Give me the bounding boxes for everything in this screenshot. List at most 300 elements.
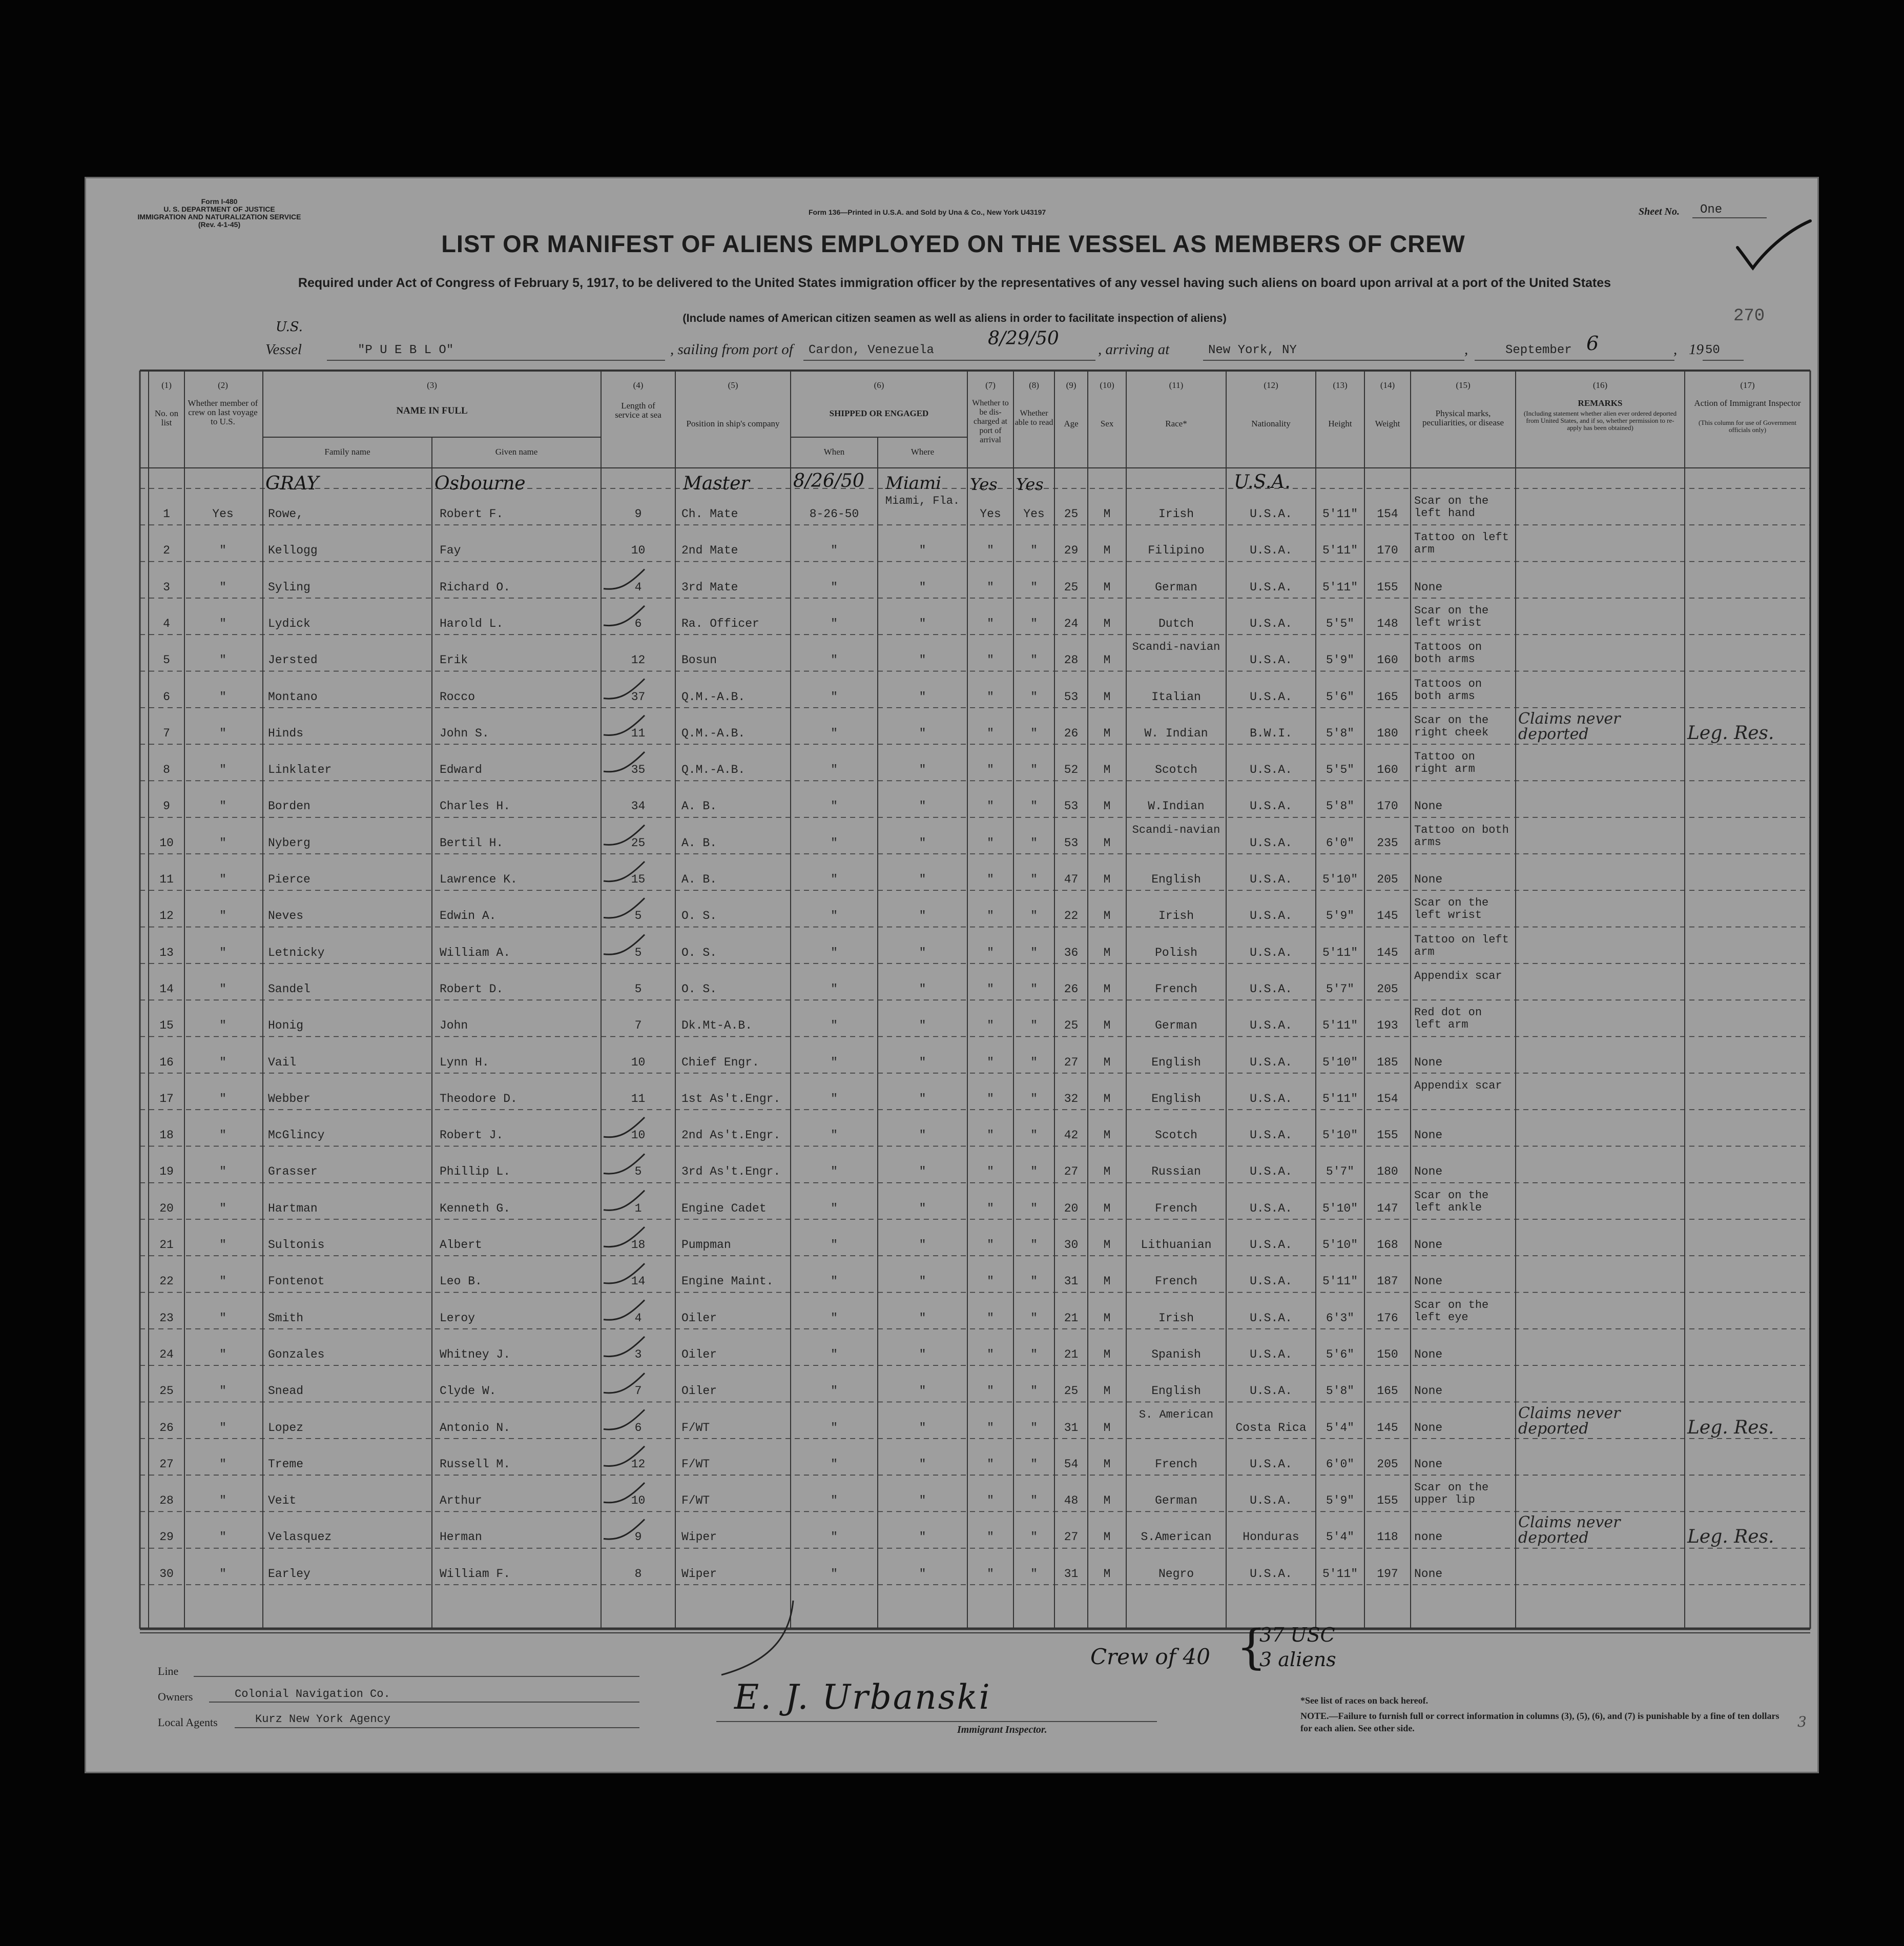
crew-position: A. B. (681, 836, 717, 850)
crew-weight: 160 (1377, 763, 1398, 777)
crew-dis: " (987, 1238, 994, 1252)
crew-position: Oiler (681, 1384, 717, 1398)
crew-position: Ra. Officer (681, 617, 759, 630)
crew-read: " (1030, 1494, 1038, 1508)
col7-num: (7) (985, 380, 996, 390)
crew-service: 25 (631, 836, 646, 850)
vessel-prefix: U.S. (276, 319, 303, 335)
crew-where: " (919, 1457, 926, 1471)
crew-position: A. B. (681, 873, 717, 886)
crew-given: Harold L. (440, 617, 504, 630)
crew-no: 15 (159, 1019, 174, 1033)
crew-where: " (919, 1055, 926, 1069)
crew-weight: 155 (1377, 1494, 1398, 1508)
master-when: 8/26/50 (793, 470, 864, 491)
crew-family: Montano (268, 690, 318, 704)
crew-nat: U.S.A. (1250, 763, 1292, 777)
crew-race: French (1155, 982, 1197, 996)
sheet-label: Sheet No. (1639, 206, 1680, 217)
crew-weight: 145 (1377, 1421, 1398, 1435)
crew-prev: Yes (212, 507, 234, 521)
crew-when: " (831, 800, 838, 813)
crew-race: French (1155, 1457, 1197, 1471)
col14-label: Weight (1375, 419, 1400, 428)
crew-dis: " (987, 1457, 994, 1471)
crew-age: 21 (1064, 1311, 1079, 1325)
crew-count-note: Crew of 40 (1090, 1644, 1210, 1669)
crew-position: F/WT (681, 1457, 710, 1471)
arrival-year-prefix: 19 (1689, 341, 1704, 358)
crew-height: 5'8" (1326, 1384, 1355, 1398)
col9-label: Age (1064, 419, 1079, 428)
crew-position: A. B. (681, 800, 717, 813)
crew-age: 54 (1064, 1457, 1079, 1471)
crew-sex: M (1103, 690, 1111, 704)
crew-height: 5'5" (1326, 617, 1355, 630)
crew-age: 22 (1064, 909, 1079, 923)
crew-no: 26 (159, 1421, 174, 1435)
crew-family: Honig (268, 1019, 304, 1033)
crew-dis: " (987, 1055, 994, 1069)
crew-race: Scandi-navian (1132, 823, 1220, 836)
crew-race: Scandi-navian (1132, 641, 1220, 654)
crew-position: Engine Maint. (681, 1275, 774, 1288)
crew-no: 1 (163, 507, 170, 521)
crew-nat: Costa Rica (1235, 1421, 1307, 1435)
crew-prev: " (219, 544, 226, 558)
crew-sex: M (1103, 544, 1111, 558)
crew-prev: " (219, 726, 226, 740)
arrival-year: 50 (1705, 343, 1720, 357)
crew-service: 12 (631, 653, 646, 667)
crew-marks: Tattoos on both arms (1414, 641, 1482, 666)
crew-where: " (919, 1129, 926, 1142)
crew-race: Lithuanian (1141, 1238, 1212, 1252)
crew-no: 11 (159, 873, 174, 886)
crew-where: " (919, 726, 926, 740)
crew-position: Wiper (681, 1530, 717, 1544)
crew-read: " (1030, 726, 1038, 740)
crew-family: Webber (268, 1092, 311, 1105)
crew-no: 2 (163, 544, 170, 558)
crew-marks: None (1414, 1457, 1443, 1471)
crew-nat: U.S.A. (1250, 982, 1292, 996)
crew-dis: " (987, 1201, 994, 1215)
arriving-label: , arriving at (1098, 341, 1170, 358)
crew-where: " (919, 1384, 926, 1398)
crew-height: 5'4" (1326, 1421, 1355, 1435)
crew-age: 42 (1064, 1129, 1079, 1142)
crew-read: " (1030, 1165, 1038, 1179)
crew-family: Earley (268, 1567, 311, 1581)
col3-num: (3) (427, 380, 437, 390)
crew-age: 31 (1064, 1421, 1079, 1435)
crew-height: 5'8" (1326, 800, 1355, 813)
page-mark: 3 (1797, 1713, 1807, 1730)
crew-height: 6'0" (1326, 1457, 1355, 1471)
crew-service: 6 (634, 617, 642, 630)
crew-position: O. S. (681, 982, 717, 996)
crew-race: Dutch (1158, 617, 1194, 630)
crew-when: " (831, 946, 838, 959)
crew-position: Pumpman (681, 1238, 731, 1252)
crew-age: 30 (1064, 1238, 1079, 1252)
crew-read: " (1030, 1567, 1038, 1581)
crew-no: 21 (159, 1238, 174, 1252)
crew-marks: Tattoo on both arms (1414, 823, 1509, 849)
crew-family: McGlincy (268, 1129, 325, 1142)
crew-service: 10 (631, 1055, 646, 1069)
crew-nat: U.S.A. (1250, 1129, 1292, 1142)
crew-height: 5'11" (1322, 544, 1358, 558)
crew-race: German (1155, 1019, 1197, 1033)
crew-race: W. Indian (1144, 726, 1208, 740)
crew-read: " (1030, 1384, 1038, 1398)
crew-no: 4 (163, 617, 170, 630)
crew-nat: U.S.A. (1250, 617, 1292, 630)
col1-label: No. on list (154, 408, 179, 427)
crew-dis: " (987, 1494, 994, 1508)
crew-prev: " (219, 909, 226, 923)
crew-dis: " (987, 1275, 994, 1288)
crew-dis: " (987, 1421, 994, 1435)
crew-no: 3 (163, 580, 170, 594)
crew-given: Edward (440, 763, 482, 777)
crew-given: William A. (440, 946, 511, 959)
col17-note: (This column for use of Government officials only) (1699, 419, 1796, 434)
crew-when: " (831, 1165, 838, 1179)
crew-nat: U.S.A. (1250, 580, 1292, 594)
crew-sex: M (1103, 1092, 1111, 1105)
sail-date: 8/29/50 (988, 328, 1059, 349)
col10-num: (10) (1100, 380, 1114, 390)
crew-family: Hinds (268, 726, 304, 740)
crew-where: " (919, 763, 926, 777)
col16-label: REMARKS (1578, 398, 1623, 408)
crew-age: 26 (1064, 726, 1079, 740)
crew-remarks: Claims never deported (1518, 709, 1621, 743)
crew-weight: 193 (1377, 1019, 1398, 1033)
crew-sex: M (1103, 1421, 1111, 1435)
crew-family: Borden (268, 800, 311, 813)
crew-weight: 170 (1377, 800, 1398, 813)
crew-no: 16 (159, 1055, 174, 1069)
crew-height: 5'9" (1326, 1494, 1355, 1508)
crew-service: 10 (631, 544, 646, 558)
crew-read: " (1030, 909, 1038, 923)
inspector-label: Immigrant Inspector. (957, 1724, 1047, 1735)
crew-given: Antonio N. (440, 1421, 511, 1435)
crew-family: Neves (268, 909, 304, 923)
crew-weight: 154 (1377, 1092, 1398, 1105)
crew-read: " (1030, 763, 1038, 777)
crew-dis: " (987, 800, 994, 813)
crew-dis: " (987, 836, 994, 850)
crew-nat: Honduras (1243, 1530, 1299, 1544)
crew-service: 7 (634, 1019, 642, 1033)
port-from: Cardon, Venezuela (809, 343, 934, 357)
col9-num: (9) (1066, 380, 1077, 390)
crew-sex: M (1103, 1384, 1111, 1398)
crew-nat: U.S.A. (1250, 690, 1292, 704)
col8-label: Whether able to read (1015, 409, 1053, 427)
crew-marks: None (1414, 1347, 1443, 1361)
crew-service: 15 (631, 873, 646, 886)
crew-weight: 185 (1377, 1055, 1398, 1069)
crew-height: 5'11" (1322, 507, 1358, 521)
service: IMMIGRATION AND NATURALIZATION SERVICE (137, 213, 301, 221)
crew-given: Leroy (440, 1311, 475, 1325)
crew-service: 8 (634, 1567, 642, 1581)
crew-given: Russell M. (440, 1457, 511, 1471)
col7-label: Whether to be dis-charged at port of arrival (972, 399, 1009, 444)
crew-weight: 205 (1377, 982, 1398, 996)
crew-race: Filipino (1148, 544, 1205, 558)
crew-nat: U.S.A. (1250, 1567, 1292, 1581)
crew-read: " (1030, 617, 1038, 630)
crew-when: " (831, 726, 838, 740)
crew-sex: M (1103, 1311, 1111, 1325)
manifest-sheet: Form I-480 U. S. DEPARTMENT OF JUSTICE IMMIGRATION AND NATURALIZATION SERVICE (Rev. 4-1-45) Form 136—Printed in U.S.A. and Sold by Una & Co., New York U43197 Sheet No. One LIST OR MANIFEST OF ALIENS EMPLOYED ON THE VESSEL AS MEMBERS OF CREW Required under Act of Congress of February 5, 1917, to be delivered to the United States immigration officer by the representatives of any vessel having such aliens on board upon arrival at a port of the United States (Include names of American citizen seamen as well as aliens in order to facilitate inspection of aliens) 270 U.S. Vessel "P U E B L O" , sailing from port of Cardon, Venezuela 8/29/50 , arriving at New York, NY , September 6 , 19 50 (1) No. on list (2) Whether member of crew on last voyage to U.S. (3) NAME IN FULL Family name Given name (4) Length of service at sea (5) Position in ship's company (6) SHIPPED OR ENGAGED When Where (7) Whether to be dis-charged at port of arrival (8) Whether able to read (9) Age (10) Sex (11) Race* (12) Nationality (13) Height (14) Weight (15) Physical marks, peculiarities, or disease (16) REMARKS (Including statement whether alien ever ordered deported from United States, and if so, whether permission to re-apply has been obtained) (17) Action of Immigrant Inspector (This column for use of Government officials only) GRAY Osbourne Master 8/26/50 Miami Yes Yes U.S.A. 1 Yes Rowe, Robert F. 9 Ch. Mate 8-26-50 Miami, Fla. Yes Yes 25 M Irish U.S.A. 5'11" 154 Scar on the left hand 2 " Kellogg Fay 10 2nd Mate " " " " 29 M Filipino U.S.A. 5'11" 170 Tattoo on left arm 3 " Syling Richard O. 4 3rd Mate " " " " 25 M German U.S.A. 5'11" 155 None 4 " Lydick Harold L. 6 Ra. Officer " " " " 24 M Dutch U.S.A. 5'5" 148 Scar on the left wrist 5 " Jersted Erik 12 Bosun " " " " 28 M Scandi-navian U.S.A. 5'9" 160 Tattoos on both arms 6 " Montano Rocco 37 Q.M.-A.B. " " " " 53 M Italian U.S.A. 5'6" 165 Tattoos on both arms 7 " Hinds John S. 11 Q.M.-A.B. " " " " 26 M W. Indian B.W.I. 5'8" 180 Scar on the right cheek Claims never deported Leg. Res. 8 " Linklater Edward 35 Q.M.-A.B. " " " " 52 M Scotch U.S.A. 5'5" 160 Tattoo on right arm 9 " Borden Charles H. 34 A. B. " " " " 53 M W.Indian U.S.A. 5'8" 170 None 10 " Nyberg Bertil H. 25 A. B. " " " " 53 M Scandi-navian U.S.A. 6'0" 235 Tattoo on both arms 11 " Pierce Lawrence K. 15 A. B. " " " " 47 M English U.S.A. 5'10" 205 None 12 " Neves Edwin A. 5 O. S. " " " " 22 M Irish U.S.A. 5'9" 145 Scar on the left wrist 13 " Letnicky William A. 5 O. S. " " " " 36 M Polish U.S.A. 5'11" 145 Tattoo on left arm 14 " Sandel Robert D. 5 O. S. " " " " 26 M French U.S.A. 5'7" 205 Appendix scar 15 " Honig John 7 Dk.Mt-A.B. " " " " 25 M German U.S.A. 5'11" 193 Red dot on left arm 16 " Vail Lynn H. 10 Chief Engr. " " " " 27 M English U.S.A. 5'10" 185 None 17 " Webber Theodore D. 11 1st As't.Engr. " " " " 32 M English U.S.A. 5'11" 154 Appendix scar 18 " McGlincy Robert J. 10 2nd As't.Engr. " " " " 42 M Scotch U.S.A. 5'10" 155 None 19 " Grasser Phillip L. 5 3rd As't.Engr. " " " " 27 M Russian U.S.A. 5'7" 180 None 20 " Hartman Kenneth G. 1 Engine Cadet " " " " 20 M French U.S.A. 5'10" 147 Scar on the left ankle 21 " Sultonis Albert 18 Pumpman " " " " 30 M Lithuanian U.S.A. 5'10" 168 None 22 " Fontenot Leo B. 14 Engine Maint. " " " " 31 M French U.S.A. 5'11" 187 None 23 " Smith Leroy 4 Oiler " " " " 21 M Irish U.S.A. 6'3" 176 Scar on the left eye 24 " Gonzales Whitney J. 3 Oiler " " " " 21 M Spanish U.S.A. 5'6" 150 None 25 " Snead Clyde W. 7 Oiler " " " " 25 M English U.S.A. 5'8" 165 None 26 " Lopez Antonio N. 6 F/WT " " " " 31 M S. American Costa Rica 5'4" 145 None Claims never deported Leg. Res. 27 " Treme Russell M. 12 F/WT " " " " 54 M French U.S.A. 6'0" 205 None 28 " Veit Arthur 10 F/WT " " " " 48 M German U.S.A. 5'9" 155 Scar on the upper lip 29 " Velasquez Herman 9 Wiper " " " " 27 M S.American Honduras 5'4" 118 none Claims never deported Leg. Res. 30 " Earley William F. 8 Wiper " " " " 31 M Negro U.S.A. 5'11" 197 None Line Owners Colonial Navigation Co. Local Agents Kurz New York Agency E. J. Urbanski Immigrant Inspector. Crew of 40 { 37 USC 3 aliens *See list of races on back hereof. NOTE.—Failure to furnish full or correct information in columns (3), (5), (6), and (7) is punishable by a fine of ten dollars for each alien. See other side. 3 (85, 177, 1819, 1773)
crew-given: Lynn H. (440, 1055, 489, 1069)
crew-read: " (1030, 690, 1038, 704)
crew-service: 6 (634, 1421, 642, 1435)
crew-where: " (919, 1165, 926, 1179)
crew-given: Leo B. (440, 1275, 482, 1288)
crew-where: " (919, 1238, 926, 1252)
stamp-number: 270 (1733, 306, 1765, 326)
crew-given: Herman (440, 1530, 482, 1544)
sheet-number: One (1700, 203, 1723, 217)
crew-read: " (1030, 982, 1038, 996)
crew-nat: U.S.A. (1250, 1494, 1292, 1508)
crew-sex: M (1103, 726, 1111, 740)
crew-marks: None (1414, 1238, 1443, 1252)
crew-prev: " (219, 1494, 226, 1508)
crew-race: French (1155, 1201, 1197, 1215)
crew-age: 53 (1064, 800, 1079, 813)
crew-height: 5'6" (1326, 690, 1355, 704)
crew-age: 28 (1064, 653, 1079, 667)
crew-weight: 155 (1377, 1129, 1398, 1142)
crew-marks: None (1414, 1129, 1443, 1142)
crew-no: 24 (159, 1347, 174, 1361)
crew-nat: U.S.A. (1250, 946, 1292, 959)
crew-where: " (919, 1019, 926, 1033)
crew-prev: " (219, 836, 226, 850)
crew-no: 5 (163, 653, 170, 667)
sailing-label: , sailing from port of (670, 341, 793, 358)
crew-no: 13 (159, 946, 174, 959)
crew-nat: U.S.A. (1250, 544, 1292, 558)
crew-read: " (1030, 1457, 1038, 1471)
crew-prev: " (219, 1238, 226, 1252)
crew-family: Sultonis (268, 1238, 325, 1252)
crew-race: Scotch (1155, 763, 1197, 777)
crew-read: " (1030, 946, 1038, 959)
crew-weight: 180 (1377, 726, 1398, 740)
subtitle-note: (Include names of American citizen seamen as well as aliens in order to facilitate inspection of aliens) (682, 312, 1227, 324)
crew-position: Wiper (681, 1567, 717, 1581)
crew-sex: M (1103, 800, 1111, 813)
crew-dis: " (987, 1311, 994, 1325)
crew-read: " (1030, 1311, 1038, 1325)
crew-when: " (831, 1530, 838, 1544)
crew-read: " (1030, 653, 1038, 667)
crew-height: 6'0" (1326, 836, 1355, 850)
crew-sex: M (1103, 617, 1111, 630)
crew-family: Sandel (268, 982, 311, 996)
col6-where: Where (910, 447, 935, 457)
crew-action: Leg. Res. (1687, 1526, 1774, 1548)
crew-race: German (1155, 1494, 1197, 1508)
crew-family: Syling (268, 580, 311, 594)
crew-nat: U.S.A. (1250, 1457, 1292, 1471)
col17-label: Action of Immigrant Inspector (1694, 398, 1801, 408)
crew-when: " (831, 1384, 838, 1398)
col6-label: SHIPPED OR ENGAGED (829, 408, 929, 418)
crew-weight: 160 (1377, 653, 1398, 667)
form-number: Form I-480 (201, 197, 238, 206)
crew-given: Whitney J. (440, 1347, 511, 1361)
crew-prev: " (219, 946, 226, 959)
master-nationality: U.S.A. (1234, 472, 1291, 493)
crew-position: O. S. (681, 909, 717, 923)
crew-prev: " (219, 1347, 226, 1361)
col3-label: NAME IN FULL (396, 405, 468, 416)
crew-where: " (919, 1092, 926, 1105)
crew-when: " (831, 1347, 838, 1361)
crew-family: Veit (268, 1494, 297, 1508)
crew-marks: Scar on the left wrist (1414, 896, 1489, 922)
crew-sex: M (1103, 1055, 1111, 1069)
crew-race: Scotch (1155, 1129, 1197, 1142)
crew-when: " (831, 1457, 838, 1471)
crew-action: Leg. Res. (1687, 722, 1774, 744)
crew-nat: U.S.A. (1250, 873, 1292, 886)
col5-label: Position in ship's company (686, 419, 780, 428)
col3-family: Family name (324, 447, 370, 457)
crew-family: Grasser (268, 1165, 318, 1179)
crew-given: Robert F. (440, 507, 504, 521)
crew-given: William F. (440, 1567, 511, 1581)
crew-position: Ch. Mate (681, 507, 738, 521)
master-given: Osbourne (434, 473, 526, 494)
crew-height: 5'6" (1326, 1347, 1355, 1361)
crew-age: 20 (1064, 1201, 1079, 1215)
crew-service: 5 (634, 909, 642, 923)
crew-age: 32 (1064, 1092, 1079, 1105)
col12-label: Nationality (1251, 419, 1291, 428)
crew-height: 5'11" (1322, 1092, 1358, 1105)
crew-sex: M (1103, 836, 1111, 850)
crew-weight: 145 (1377, 909, 1398, 923)
crew-given: John (440, 1019, 468, 1033)
crew-read: " (1030, 1019, 1038, 1033)
crew-marks: None (1414, 1567, 1443, 1581)
crew-usc: 37 USC (1259, 1624, 1335, 1646)
note-text: —Failure to furnish full or correct information in columns (3), (5), (6), and (7) is punishable by a fine of ten dollars for each alien. See other side. (1300, 1711, 1779, 1733)
crew-race: S. American (1139, 1408, 1214, 1421)
crew-prev: " (219, 1165, 226, 1179)
crew-dis: " (987, 544, 994, 558)
crew-dis: " (987, 617, 994, 630)
crew-age: 48 (1064, 1494, 1079, 1508)
crew-height: 5'10" (1322, 1238, 1358, 1252)
crew-prev: " (219, 1384, 226, 1398)
owners-label: Owners (158, 1690, 193, 1703)
crew-prev: " (219, 1129, 226, 1142)
crew-sex: M (1103, 1129, 1111, 1142)
crew-marks: Appendix scar (1414, 969, 1502, 982)
crew-dis: " (987, 1530, 994, 1544)
crew-given: Richard O. (440, 580, 511, 594)
crew-given: John S. (440, 726, 489, 740)
crew-prev: " (219, 1055, 226, 1069)
crew-where: " (919, 1530, 926, 1544)
crew-position: Dk.Mt-A.B. (681, 1019, 753, 1033)
crew-nat: U.S.A. (1250, 1238, 1292, 1252)
crew-sex: M (1103, 1238, 1111, 1252)
crew-sex: M (1103, 1457, 1111, 1471)
crew-dis: " (987, 909, 994, 923)
crew-no: 23 (159, 1311, 174, 1325)
crew-dis: " (987, 763, 994, 777)
crew-nat: U.S.A. (1250, 507, 1292, 521)
col13-num: (13) (1333, 380, 1348, 390)
line-label: Line (158, 1665, 179, 1677)
col17-num: (17) (1740, 380, 1755, 390)
crew-weight: 145 (1377, 946, 1398, 959)
crew-when: " (831, 1494, 838, 1508)
crew-when: " (831, 1238, 838, 1252)
crew-dis: " (987, 1092, 994, 1105)
crew-when: " (831, 580, 838, 594)
crew-weight: 170 (1377, 544, 1398, 558)
crew-family: Smith (268, 1311, 304, 1325)
crew-marks: Tattoo on right arm (1414, 750, 1475, 776)
crew-no: 12 (159, 909, 174, 923)
crew-weight: 197 (1377, 1567, 1398, 1581)
crew-age: 25 (1064, 580, 1079, 594)
crew-given: Phillip L. (440, 1165, 511, 1179)
col6-when: When (823, 447, 845, 457)
crew-when: " (831, 982, 838, 996)
crew-prev: " (219, 617, 226, 630)
crew-when: " (831, 1275, 838, 1288)
crew-height: 5'11" (1322, 946, 1358, 959)
crew-family: Pierce (268, 873, 311, 886)
crew-when: " (831, 1092, 838, 1105)
crew-where: " (919, 653, 926, 667)
crew-read: " (1030, 873, 1038, 886)
crew-no: 30 (159, 1567, 174, 1581)
crew-nat: U.S.A. (1250, 1201, 1292, 1215)
owners-value: Colonial Navigation Co. (235, 1688, 390, 1701)
crew-position: 1st As't.Engr. (681, 1092, 781, 1105)
crew-family: Jersted (268, 653, 318, 667)
crew-height: 5'9" (1326, 909, 1355, 923)
crew-where: " (919, 873, 926, 886)
crew-prev: " (219, 1530, 226, 1544)
crew-read: " (1030, 544, 1038, 558)
col15-num: (15) (1456, 380, 1471, 390)
crew-where: Miami, Fla. (885, 495, 960, 507)
crew-given: Erik (440, 653, 468, 667)
crew-prev: " (219, 690, 226, 704)
crew-age: 21 (1064, 1347, 1079, 1361)
crew-nat: U.S.A. (1250, 1092, 1292, 1105)
